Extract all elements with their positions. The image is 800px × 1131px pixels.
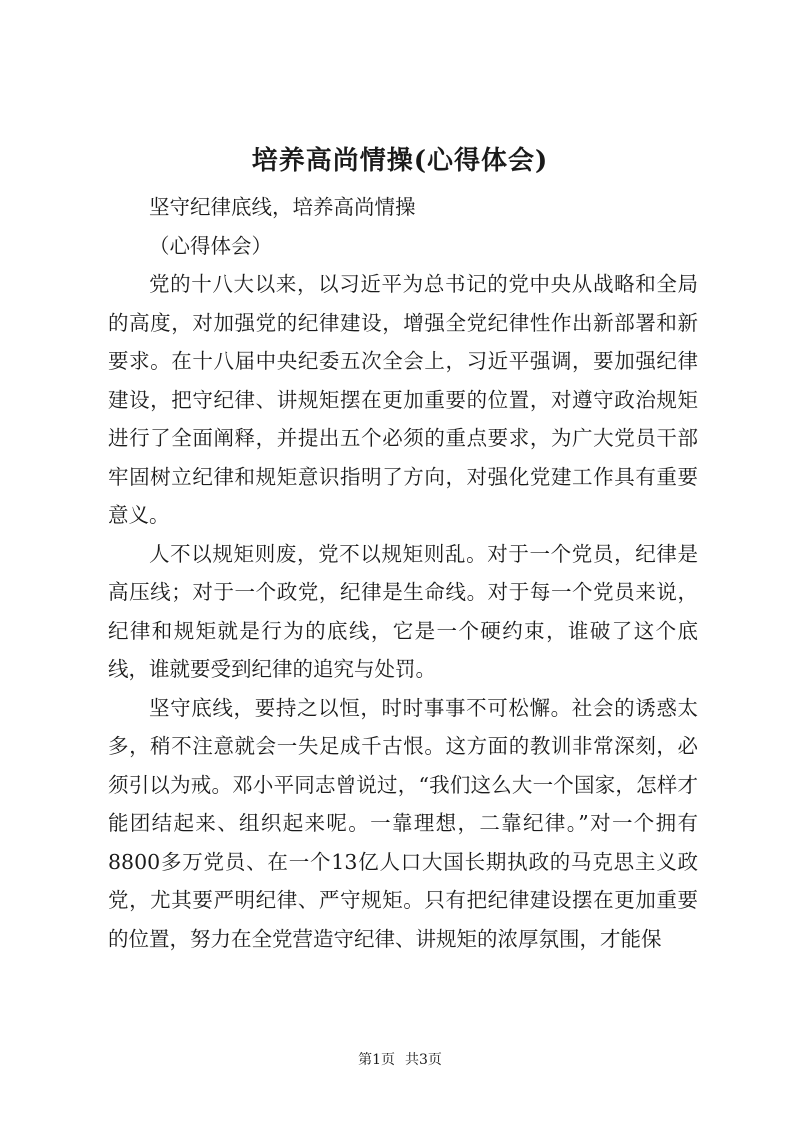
document-body: [108, 188, 698, 958]
subtitle-line: 坚守纪律底线，培养高尚情操: [149, 195, 416, 219]
page-total: 共3页: [405, 1052, 442, 1068]
paragraph-3: 坚守底线，要持之以恒，时时事事不可松懈。社会的诱惑太多，稍不注意就会一失足成千古恨。这方面的教训非常深刻，必须引以为戒。邓小平同志曾说过，“我们这么大一个国家，怎样才能团结起来、组织起来呢。一靠理想，二靠纪律。”对一个拥有8800多万党员、在一个13亿人口大国长期执政的马克思主义政党，尤其要严明纪律、严守规矩。只有把纪律建设摆在更加重要的位置，努力在全党营造守纪律、讲规矩的浓厚氛围，才能保: [108, 695, 698, 951]
paragraph-1: 党的十八大以来，以习近平为总书记的党中央从战略和全局的高度，对加强党的纪律建设，增强全党纪律性作出新部署和新要求。在十八届中央纪委五次全会上，习近平强调，要加强纪律建设，把守纪律、讲规矩摆在更加重要的位置，对遵守政治规矩进行了全面阐释，并提出五个必须的重点要求，为广大党员干部牢固树立纪律和规矩意识指明了方向，对强化党建工作具有重要意义。: [108, 272, 698, 527]
subtitle-note: （心得体会）: [149, 233, 272, 258]
page-number: 第1页: [358, 1052, 395, 1068]
page-footer: [0, 1049, 800, 1069]
document-title: 培养高尚情操(心得体会): [251, 146, 549, 176]
paragraph-2: 人不以规矩则废，党不以规矩则乱。对于一个党员，纪律是高压线；对于一个政党，纪律是生命线。对于每一个党员来说，纪律和规矩就是行为的底线，它是一个硬约束，谁破了这个底线，谁就要受到纪律的追究与处罚。: [108, 541, 698, 681]
